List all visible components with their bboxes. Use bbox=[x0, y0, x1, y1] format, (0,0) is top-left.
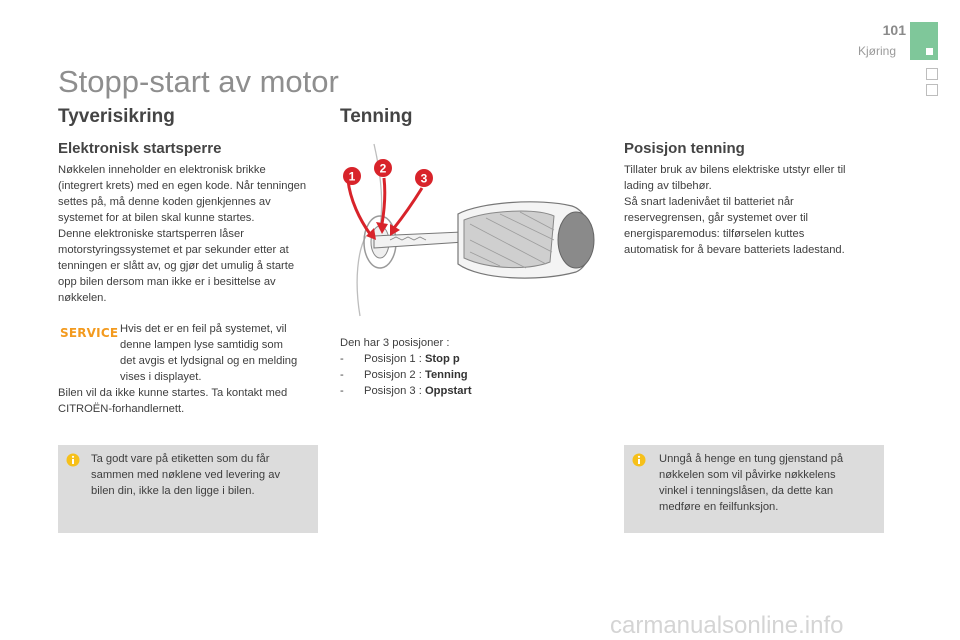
text-line: Hvis det er en feil på systemet, vil bbox=[120, 323, 287, 335]
text-line: Denne elektroniske startsperren låser bbox=[58, 228, 244, 240]
posisjon-tenning-paragraph bbox=[624, 162, 886, 258]
list-item bbox=[340, 383, 472, 399]
text-line: vises i displayet. bbox=[120, 371, 202, 383]
startsperre-paragraph bbox=[58, 162, 328, 306]
lock-outline-line bbox=[374, 144, 382, 226]
text-line: Bilen vil da ikke kunne startes. Ta kontakt med bbox=[58, 387, 288, 399]
list-dash: - bbox=[340, 369, 344, 381]
page-title: Stopp-start av motor bbox=[58, 64, 339, 99]
text-line: opp bilen dersom man ikke er i besittelse av bbox=[58, 276, 276, 288]
subsection-title-startsperre: Elektronisk startsperre bbox=[58, 140, 222, 157]
list-item bbox=[340, 351, 472, 367]
info-box-label bbox=[58, 445, 318, 533]
position-2-label: 2 bbox=[379, 161, 387, 176]
text-line: medføre en feilfunksjon. bbox=[659, 501, 779, 513]
info-icon bbox=[632, 453, 646, 467]
info-text-key-weight bbox=[659, 451, 879, 515]
position-1-label: 1 bbox=[348, 169, 356, 184]
position-label: Posisjon 3 : bbox=[364, 385, 422, 397]
text-line: Tillater bruk av bilens elektriske utstyr eller til bbox=[624, 164, 846, 176]
service-warning-icon: SERVICE bbox=[60, 326, 119, 340]
text-line: bilen din, ikke la den ligge i bilen. bbox=[91, 485, 255, 497]
text-line: automatisk for å bevare batteriets ladestand. bbox=[624, 244, 845, 256]
text-line: Unngå å henge en tung gjenstand på bbox=[659, 453, 844, 465]
text-line: (integrert krets) med en egen kode. Når tenningen bbox=[58, 180, 307, 192]
key-remote-button bbox=[558, 212, 594, 268]
text-line: energisparemodus: tilførselen kuttes bbox=[624, 228, 805, 240]
list-dash: - bbox=[340, 353, 344, 365]
position-2-arrow bbox=[382, 178, 385, 224]
watermark: carmanualsonline.info bbox=[610, 612, 844, 639]
position-value: Stop p bbox=[424, 353, 460, 365]
list-dash: - bbox=[340, 385, 344, 397]
text-line: reservegrensen, går systemet over til bbox=[624, 212, 809, 224]
text-line: det avgis et lydsignal og en melding bbox=[120, 355, 298, 367]
position-label: Posisjon 2 : bbox=[364, 369, 422, 381]
page-number: 101 bbox=[882, 22, 906, 38]
info-text-label bbox=[91, 451, 311, 499]
text-line: nøkkelen. bbox=[58, 292, 107, 304]
text-line: lading av tilbehør. bbox=[624, 180, 712, 192]
position-value: Tenning bbox=[424, 369, 468, 381]
contact-paragraph bbox=[58, 385, 328, 417]
chapter-tab-marker bbox=[910, 22, 938, 60]
info-box-key-weight bbox=[624, 445, 884, 533]
text-line: Nøkkelen inneholder en elektronisk brikke bbox=[58, 164, 266, 176]
chapter-name: Kjøring bbox=[857, 44, 896, 58]
text-line: systemet for at bilen skal kunne startes. bbox=[58, 212, 255, 224]
text-line: Ta godt vare på etiketten som du får bbox=[91, 453, 270, 465]
text-line: sammen med nøklene ved levering av bbox=[91, 469, 281, 481]
text-line: motorstyringssystemet et par sekunder etter at bbox=[58, 244, 289, 256]
tab-square-outline-icon bbox=[926, 68, 938, 80]
position-label: Posisjon 1 : bbox=[364, 353, 422, 365]
text-line: denne lampen lyse samtidig som bbox=[120, 339, 283, 351]
section-title-tenning: Tenning bbox=[340, 106, 413, 127]
ignition-key-figure bbox=[340, 140, 600, 320]
position-3-arrow bbox=[394, 188, 422, 228]
position-value: Oppstart bbox=[424, 385, 472, 397]
positions-list bbox=[340, 351, 472, 399]
tab-square-icon bbox=[926, 48, 933, 55]
subsection-title-posisjon-tenning: Posisjon tenning bbox=[624, 140, 745, 157]
positions-intro: Den har 3 posisjoner : bbox=[340, 337, 450, 349]
service-paragraph bbox=[120, 321, 325, 385]
text-line: CITROËN-forhandlernett. bbox=[58, 403, 185, 415]
text-line: vinkel i tenningslåsen, da dette kan bbox=[659, 485, 834, 497]
list-item bbox=[340, 367, 472, 383]
text-line: settes på, må denne koden gjenkjennes av bbox=[58, 196, 271, 208]
tab-square-outline-icon bbox=[926, 84, 938, 96]
text-line: Så snart ladenivået til batteriet når bbox=[624, 196, 794, 208]
position-3-label: 3 bbox=[420, 171, 428, 186]
text-line: tenningen er slått av, og gjør det umulig å starte bbox=[58, 260, 295, 272]
section-title-tyverisikring: Tyverisikring bbox=[58, 106, 175, 127]
text-line: nøkkelen som vil påvirke nøkkelens bbox=[659, 469, 836, 481]
info-icon bbox=[66, 453, 80, 467]
